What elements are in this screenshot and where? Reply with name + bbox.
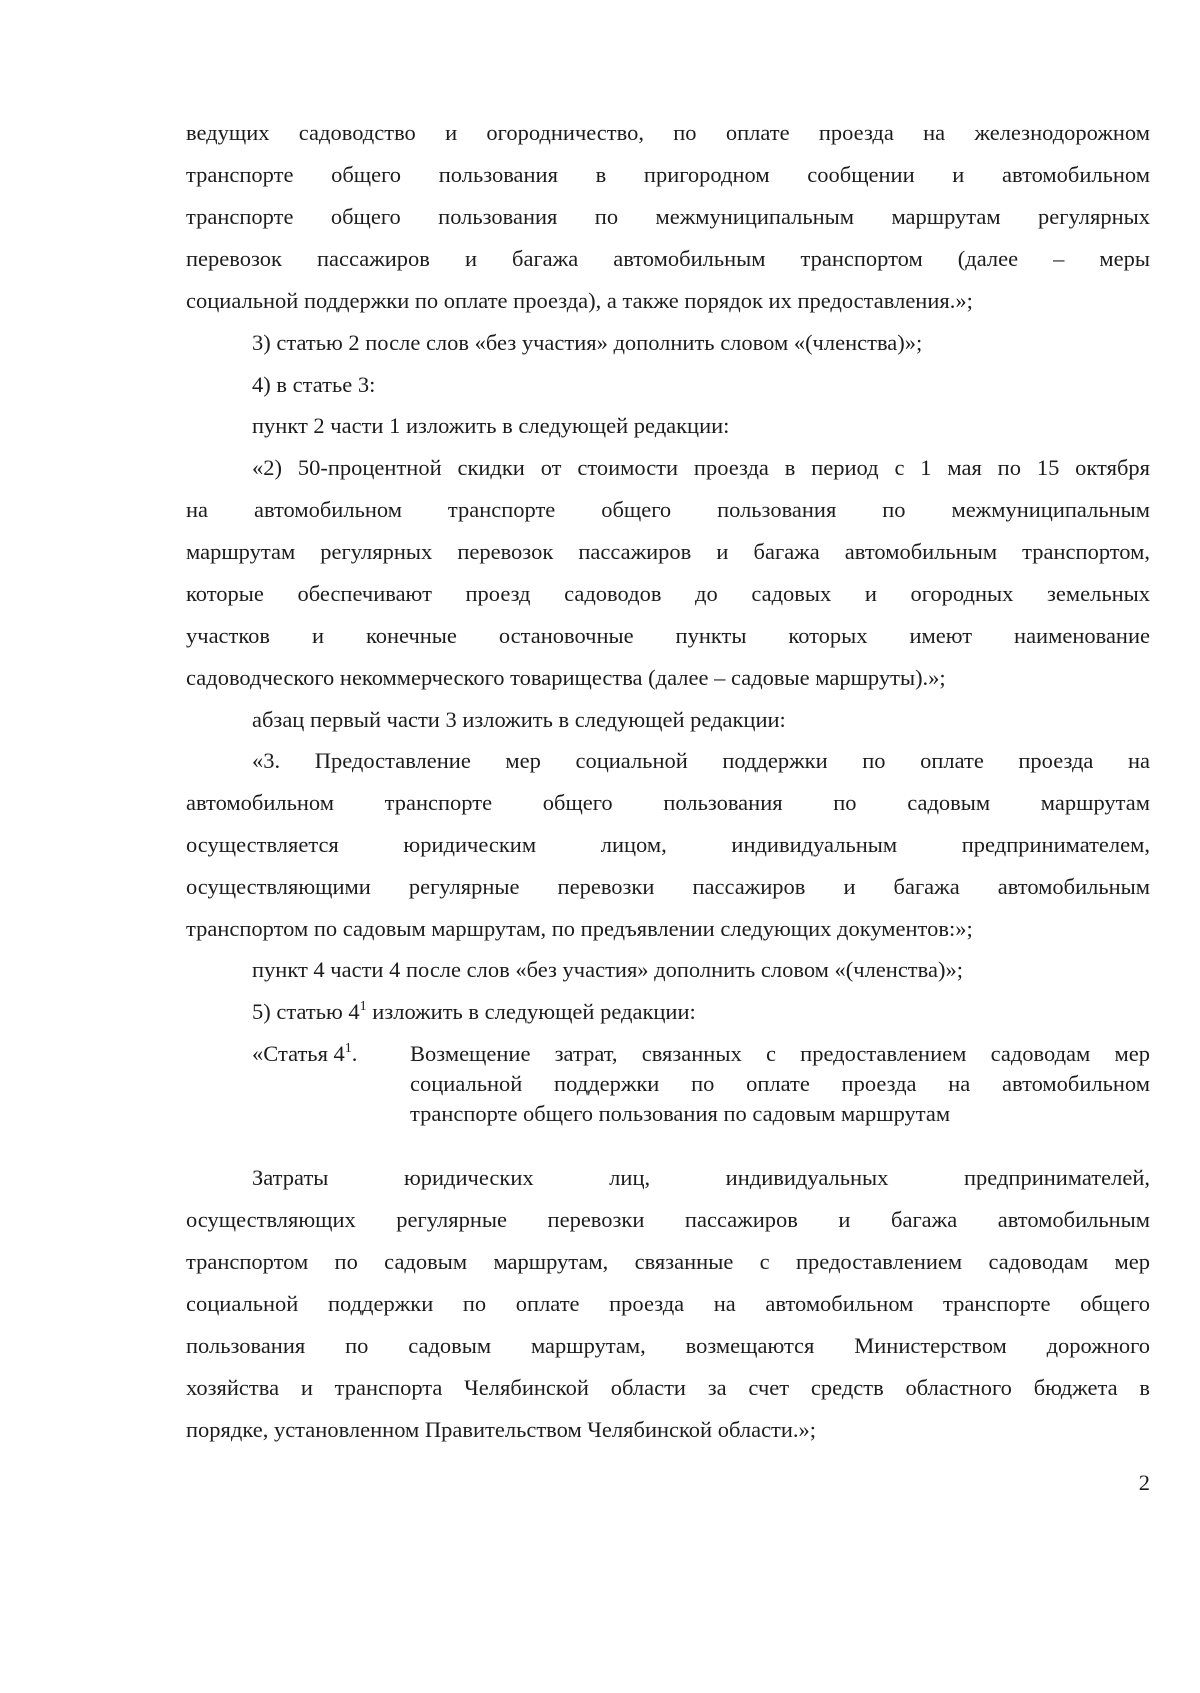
text-line: садоводческого некоммерческого товарищества (далее – садовые маршруты).»;	[186, 665, 946, 690]
text-line: абзац первый части 3 изложить в следующей редакции:	[252, 707, 786, 732]
text-run: 5) статью 4	[252, 999, 360, 1024]
text-line: «3. Предоставление мер социальной поддержки по оплате проезда на	[252, 748, 1150, 773]
article-heading-title: социальной поддержки по оплате проезда на автомобильном	[410, 1071, 1150, 1096]
text-line: участков и конечные остановочные пункты которых имеют наименование	[186, 623, 1150, 648]
text-run: изложить в следующей редакции:	[366, 999, 696, 1024]
text-line: транспорте общего пользования в пригородном сообщении и автомобильном	[186, 162, 1150, 187]
superscript: 1	[359, 999, 367, 1014]
text-line: транспортом по садовым маршрутам, по предъявлении следующих документов:»;	[186, 916, 973, 941]
text-line: перевозок пассажиров и багажа автомобильным транспортом (далее – меры	[186, 246, 1150, 271]
text-line: маршрутам регулярных перевозок пассажиров и багажа автомобильным транспортом,	[186, 539, 1150, 564]
article-heading-number	[252, 1039, 357, 1069]
text-line: на автомобильном транспорте общего пользования по межмуниципальным	[186, 497, 1150, 522]
text-run: «Статья 4	[252, 1041, 345, 1066]
superscript: 1	[344, 1041, 352, 1056]
text-line: 4) в статье 3:	[252, 372, 376, 397]
text-line: пользования по садовым маршрутам, возмещаются Министерством дорожного	[186, 1333, 1150, 1358]
text-line: «2) 50-процентной скидки от стоимости проезда в период с 1 мая по 15 октября	[252, 455, 1150, 480]
text-line: социальной поддержки по оплате проезда), а также порядок их предоставления.»;	[186, 288, 973, 313]
text-line: пункт 2 части 1 изложить в следующей редакции:	[252, 413, 730, 438]
article-heading-title: Возмещение затрат, связанных с предоставлением садоводам мер	[410, 1041, 1150, 1066]
text-line: порядке, установленном Правительством Челябинской области.»;	[186, 1417, 817, 1442]
text-run: .	[351, 1041, 358, 1066]
article-heading-title: транспорте общего пользования по садовым маршрутам	[410, 1101, 951, 1126]
text-line: социальной поддержки по оплате проезда на автомобильном транспорте общего	[186, 1291, 1150, 1316]
text-line: ведущих садоводство и огородничество, по оплате проезда на железнодорожном	[186, 120, 1150, 145]
text-line: осуществляющими регулярные перевозки пассажиров и багажа автомобильным	[186, 874, 1150, 899]
text-line: Затраты юридических лиц, индивидуальных предпринимателей,	[252, 1165, 1150, 1190]
text-line: транспорте общего пользования по межмуниципальным маршрутам регулярных	[186, 204, 1150, 229]
text-line: пункт 4 части 4 после слов «без участия» дополнить словом «(членства)»;	[252, 957, 963, 982]
text-line: хозяйства и транспорта Челябинской области за счет средств областного бюджета в	[186, 1375, 1150, 1400]
text-line: транспортом по садовым маршрутам, связанные с предоставлением садоводам мер	[186, 1249, 1150, 1274]
text-line: осуществляющих регулярные перевозки пассажиров и багажа автомобильным	[186, 1207, 1150, 1232]
page-number: 2	[1138, 1470, 1150, 1495]
text-line: осуществляется юридическим лицом, индивидуальным предпринимателем,	[186, 832, 1150, 857]
text-line: автомобильном транспорте общего пользования по садовым маршрутам	[186, 790, 1150, 815]
text-line: 3) статью 2 после слов «без участия» дополнить словом «(членства)»;	[252, 330, 923, 355]
text-line	[252, 997, 1150, 1027]
text-line: которые обеспечивают проезд садоводов до садовых и огородных земельных	[186, 581, 1150, 606]
